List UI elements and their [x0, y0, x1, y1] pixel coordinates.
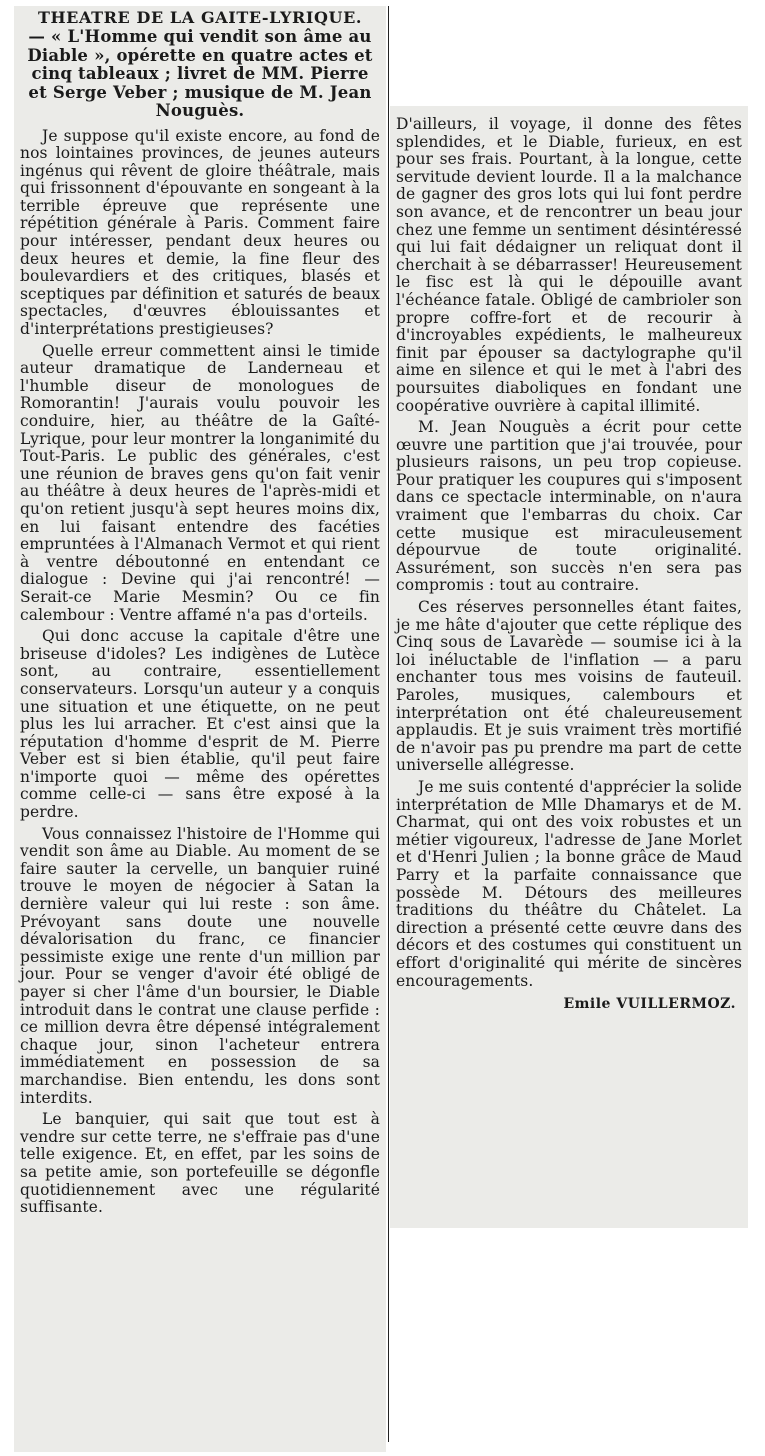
article-venue-heading: THEATRE DE LA GAITE-LYRIQUE.: [37, 8, 363, 27]
paragraph: Ces réserves personnelles étant faites, je me hâte d'ajouter que cette réplique des Cinq sous de Lavarède — soumise ici à la loi inéluctable de l'inflation — a paru enchanter tous mes voisins de fauteuil. Paroles, musiques, calembours et interprétation ont été chaleureusement applaudis. Et je suis vraiment très mortifié de n'avoir pas pu prendre ma part de cette universelle allégresse.: [396, 598, 742, 775]
author-signature: Emile VUILLERMOZ.: [563, 996, 736, 1013]
paragraph: Quelle erreur commettent ainsi le timide auteur dramatique de Landerneau et l'humble diseur de monologues de Romorantin! J'aurais voulu pouvoir les conduire, hier, au théâtre de la Gaîté-Lyrique, pour leur montrer la longanimité du Tout-Paris. Le public des générales, c'est une réunion de braves gens qu'on fait venir au théâtre à deux heures de l'après-midi et qu'on retient jusqu'à sept heures moins dix, en lui faisant entendre des facéties empruntées à l'Almanach Vermot et qui rient à ventre déboutonné en entendant ce dialogue : Devine qui j'ai rencontré! — Serait-ce Marie Mesmin? Ou ce fin calembour : Ventre affamé n'a pas d'orteils.: [20, 341, 380, 624]
article-column-left: [14, 6, 386, 1452]
article-subtitle: — « L'Homme qui vendit son âme au Diable », opérette en quatre actes et cinq tableaux ; livret de MM. Pierre et Serge Veber ; musique de M. Jean Nouguès.: [27, 27, 373, 120]
column-divider: [388, 6, 389, 1442]
paragraph: D'ailleurs, il voyage, il donne des fêtes splendides, et le Diable, furieux, en est pour ses frais. Pourtant, à la longue, cette servitude devient lourde. Il a la malchance de gagner des gros lots qui lui font perdre son avance, et de rencontrer un beau jour chez une femme un sentiment désintéressé qui lui fait dédaigner un reliquat dont il cherchait à se débarrasser! Heureusement le fisc est là qui le dépouille avant l'échéance fatale. Obligé de cambrioler son propre coffre-fort et de recourir à d'incroyables expédients, le malheureux finit par épouser sa dactylographe qu'il aime en silence et qui le met à l'abri des poursuites diaboliques en fondant une coopérative ouvrière à capital illimité.: [396, 115, 742, 415]
paragraph: Le banquier, qui sait que tout est à vendre sur cette terre, ne s'effraie pas d'une telle exigence. Et, en effet, par les soins de sa petite amie, son portefeuille se dégonfle quotidiennement avec une régularité suffisante.: [20, 1110, 380, 1217]
paragraph: Je suppose qu'il existe encore, au fond de nos lointaines provinces, de jeunes auteurs ingénus qui rêvent de gloire théâtrale, mais qui frissonnent d'épouvante en songeant à la terrible épreuve que représente une répétition générale à Paris. Comment faire pour intéresser, pendant deux heures ou deux heures et demie, la fine fleur des boulevardiers et des critiques, blasés et sceptiques par définition et saturés de beaux spectacles, d'œuvres éblouissantes et d'interprétations prestigieuses?: [20, 126, 380, 339]
paragraph: Qui donc accuse la capitale d'être une briseuse d'idoles? Les indigènes de Lutèce sont, au contraire, essentiellement conservateurs. Lorsqu'un auteur y a conquis une situation et une étiquette, on ne peut plus les lui arracher. Et c'est ainsi que la réputation d'homme d'esprit de M. Pierre Veber est si bien établie, qu'il peut faire n'importe quoi — même des opérettes comme celle-ci — sans être exposé à la perdre.: [20, 627, 380, 822]
paragraph: M. Jean Nouguès a écrit pour cette œuvre une partition que j'ai trouvée, pour plusieurs raisons, un peu trop copieuse. Pour pratiquer les coupures qui s'imposent dans ce spectacle interminable, on n'aura vraiment que l'embarras du choix. Car cette musique est miraculeusement dépourvue de toute originalité. Assurément, son succès n'en sera pas compromis : tout au contraire.: [396, 418, 742, 595]
article-column-right: [390, 106, 748, 1228]
paragraph: Vous connaissez l'histoire de l'Homme qui vendit son âme au Diable. Au moment de se faire sauter la cervelle, un banquier ruiné trouve le moyen de négocier à Satan la dernière valeur qui lui reste : son âme. Prévoyant sans doute une nouvelle dévalorisation du franc, ce financier pessimiste exige une rente d'un million par jour. Pour se venger d'avoir été obligé de payer si cher l'âme d'un boursier, le Diable introduit dans le contrat une clause perfide : ce million devra être dépensé intégralement chaque jour, sinon l'acheteur entrera immédiatement en possession de sa marchandise. Bien entendu, les dons sont interdits.: [20, 824, 380, 1107]
paragraph: Je me suis contenté d'apprécier la solide interprétation de Mlle Dhamarys et de M. Charmat, qui ont des voix robustes et un métier vigoureux, l'adresse de Jane Morlet et d'Henri Julien ; la bonne grâce de Maud Parry et la parfaite connaissance que possède M. Détours des meilleures traditions du théâtre du Châtelet. La direction a présenté cette œuvre dans des décors et des costumes qui constituent un effort d'originalité qui mérite de sincères encouragements.: [396, 777, 742, 990]
